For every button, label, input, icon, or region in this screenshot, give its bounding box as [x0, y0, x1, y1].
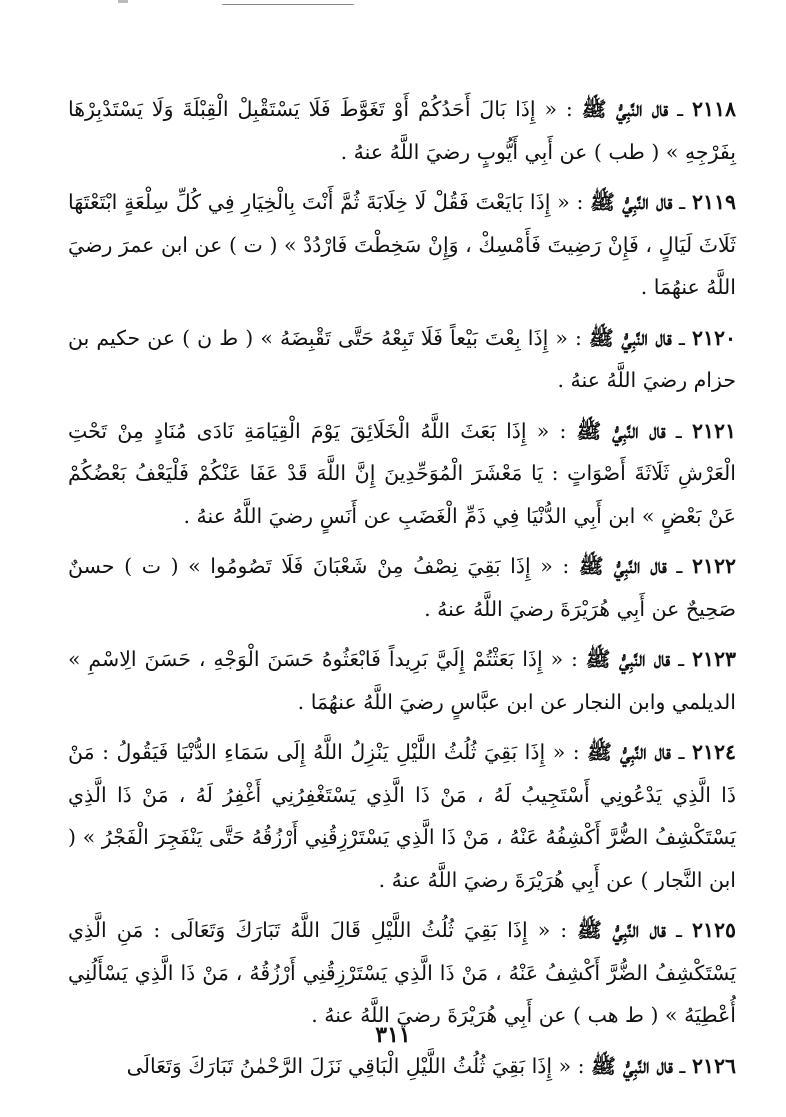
top-rule [222, 4, 354, 5]
hadith-2119: ٢١١٩ ـ قال النَّبِيُّ ﷺ : « إِذَا بَايَعْتَ فَقُلْ لَا خِلَابَةَ ثُمَّ أَنْتَ بِالْخِيَارِ فِي كُلِّ سِلْعَةٍ ابْتَعْتَهَا ثَلَاثَ لَيَالٍ ، فَإِنْ رَضِيتَ فَأَمْسِكْ ، وَإِنْ سَخِطْتَ فَارْدُدْ » ( ت ) عن ابن عمرَ رضيَ اللَّهُ عنهُمَا . [68, 190, 736, 299]
hadith-text: : « إِذَا بَايَعْتَ فَقُلْ لَا خِلَابَةَ ثُمَّ أَنْتَ بِالْخِيَارِ فِي كُلِّ سِلْعَةٍ ابْتَعْتَهَا ثَلَاثَ لَيَالٍ ، فَإِنْ رَضِيتَ فَأَمْسِكْ ، وَإِنْ سَخِطْتَ فَارْدُدْ » ( ت ) عن ابن عمرَ رضيَ اللَّهُ عنهُمَا . [68, 190, 736, 299]
hadith-attribution: قال النَّبِيُّ ﷺ [585, 647, 671, 671]
hadith-text: : « إِذَا بِعْتَ بَيْعاً فَلَا تَبِعْهُ حَتَّى تَقْبِضَهُ » ( ط ن ) عن حكيم بن حزام رضيَ اللَّهُ عنهُ . [68, 325, 736, 392]
hadith-text: : « إِذَا بَقِيَ ثُلُثُ اللَّيْلِ قَالَ اللَّهُ تَبَارَكَ وَتَعَالَى : مَنِ الَّذِي يَسْتَكْشِفُ الضُّرَّ أَكْشِفُ عَنْهُ ، مَنْ ذَا الَّذِي يَسْتَرْزِقُنِي أَرْزُقُهُ ، مَنْ ذَا الَّذِي يَسْأَلُنِي أُعْطِيَهُ » ( ط هب ) عن أَبِي هُرَيْرَةَ رضيَ اللَّهُ عنهُ . [68, 918, 736, 1027]
top-edge-mark [118, 0, 128, 3]
hadith-2126: ٢١٢٦ ـ قال النَّبِيُّ ﷺ : « إِذَا بَقِيَ ثُلُثُ اللَّيْلِ الْبَاقِي نَزَلَ الرَّحْمٰنُ تَبَارَكَ وَتَعَالَى [126, 1053, 736, 1078]
hadith-attribution: قال النَّبِيُّ ﷺ [577, 918, 666, 942]
hadith-text: : « إِذَا بَقِيَ نِصْفُ مِنْ شَعْبَانَ فَلَا تَصُومُوا » ( ت ) حسنٌ صَحِيحٌ عن أَبِي هُرَيْرَةَ رضيَ اللَّهُ عنهُ . [68, 554, 736, 621]
hadith-number: ٢١٢٤ [691, 740, 736, 764]
page-body [68, 88, 736, 1095]
hadith-2124: ٢١٢٤ ـ قال النَّبِيُّ ﷺ : « إِذَا بَقِيَ ثُلُثُ اللَّيْلِ يَنْزِلُ اللَّهُ إِلَى سَمَاءِ الدُّنْيَا فَيَقُولُ : مَنْ ذَا الَّذِي يَدْعُونِي أَسْتَجِيبُ لَهُ ، مَنْ ذَا الَّذِي يَسْتَغْفِرُنِي أَغْفِرُ لَهُ ، مَنْ ذَا الَّذِي يَسْتَكْشِفُ الضُّرَّ أَكْشِفُهُ عَنْهُ ، مَنْ ذَا الَّذِي يَسْتَرْزِقُنِي أَرْزُقُهُ حَتَّى يَنْفَجِرَ الْفَجْرُ » ( ابن النَّجار ) عن أَبِي هُرَيْرَةَ رضيَ اللَّهُ عنهُ . [68, 740, 736, 892]
hadith-2120: ٢١٢٠ ـ قال النَّبِيُّ ﷺ : « إِذَا بِعْتَ بَيْعاً فَلَا تَبِعْهُ حَتَّى تَقْبِضَهُ » ( ط ن ) عن حكيم بن حزام رضيَ اللَّهُ عنهُ . [68, 325, 736, 392]
hadith-attribution: قال النَّبِيُّ ﷺ [581, 97, 669, 121]
hadith-attribution: قال النَّبِيُّ ﷺ [587, 740, 671, 764]
hadith-text: : « إِذَا بَقِيَ ثُلُثُ اللَّيْلِ الْبَاقِي نَزَلَ الرَّحْمٰنُ تَبَارَكَ وَتَعَالَى [126, 1053, 585, 1078]
hadith-attribution: قال النَّبِيُّ ﷺ [578, 554, 667, 578]
hadith-attribution: قال النَّبِيُّ ﷺ [588, 325, 672, 350]
hadith-number: ٢١٢١ [691, 418, 736, 443]
hadith-attribution: قال النَّبِيُّ ﷺ [590, 190, 673, 214]
hadith-number: ٢١٢٠ [691, 325, 736, 350]
hadith-number: ٢١٢٢ [691, 554, 736, 578]
page-number: ٣١١ [375, 1022, 411, 1048]
hadith-number: ٢١١٨ [691, 97, 736, 121]
hadith-text: : « إِذَا بَعَثَ اللَّهُ الْخَلَائِقَ يَوْمَ الْقِيَامَةِ نَادَى مُنَادٍ مِنْ تَحْتِ الْعَرْشِ ثَلَاثَةَ أَصْوَاتٍ : يَا مَعْشَرَ الْمُوَحِّدِينَ إِنَّ اللَّهَ قَدْ عَفَا عَنْكُمْ فَلْيَعْفُ بَعْضُكُمْ عَنْ بَعْضٍ » ابن أَبِي الدُّنْيَا فِي ذَمِّ الْغَضَبِ عن أَنَسٍ رضيَ اللَّهُ عنهُ . [68, 418, 736, 528]
hadith-2123: ٢١٢٣ ـ قال النَّبِيُّ ﷺ : « إِذَا بَعَثْتُمْ إِلَيَّ بَرِيداً فَابْعَثُوهُ حَسَنَ الْوَجْهِ ، حَسَنَ الِاسْمِ » الديلمي وابن النجار عن ابن عبَّاسٍ رضيَ اللَّهُ عنهُمَا . [68, 647, 736, 714]
hadith-number: ٢١٢٣ [691, 647, 736, 671]
hadith-2122: ٢١٢٢ ـ قال النَّبِيُّ ﷺ : « إِذَا بَقِيَ نِصْفُ مِنْ شَعْبَانَ فَلَا تَصُومُوا » ( ت ) حسنٌ صَحِيحٌ عن أَبِي هُرَيْرَةَ رضيَ اللَّهُ عنهُ . [68, 554, 736, 621]
hadith-attribution: قال النَّبِيُّ ﷺ [591, 1053, 673, 1078]
hadith-attribution: قال النَّبِيُّ ﷺ [576, 418, 666, 443]
hadith-number: ٢١٢٥ [691, 918, 736, 942]
hadith-number: ٢١١٩ [691, 190, 736, 214]
hadith-2125: ٢١٢٥ ـ قال النَّبِيُّ ﷺ : « إِذَا بَقِيَ ثُلُثُ اللَّيْلِ قَالَ اللَّهُ تَبَارَكَ وَتَعَالَى : مَنِ الَّذِي يَسْتَكْشِفُ الضُّرَّ أَكْشِفُ عَنْهُ ، مَنْ ذَا الَّذِي يَسْتَرْزِقُنِي أَرْزُقُهُ ، مَنْ ذَا الَّذِي يَسْأَلُنِي أُعْطِيَهُ » ( ط هب ) عن أَبِي هُرَيْرَةَ رضيَ اللَّهُ عنهُ . [68, 918, 736, 1027]
hadith-number: ٢١٢٦ [691, 1053, 736, 1078]
hadith-2121: ٢١٢١ ـ قال النَّبِيُّ ﷺ : « إِذَا بَعَثَ اللَّهُ الْخَلَائِقَ يَوْمَ الْقِيَامَةِ نَادَى مُنَادٍ مِنْ تَحْتِ الْعَرْشِ ثَلَاثَةَ أَصْوَاتٍ : يَا مَعْشَرَ الْمُوَحِّدِينَ إِنَّ اللَّهَ قَدْ عَفَا عَنْكُمْ فَلْيَعْفُ بَعْضُكُمْ عَنْ بَعْضٍ » ابن أَبِي الدُّنْيَا فِي ذَمِّ الْغَضَبِ عن أَنَسٍ رضيَ اللَّهُ عنهُ . [68, 418, 736, 528]
hadith-text: : « إِذَا بَالَ أَحَدُكُمْ أَوْ تَغَوَّطَ فَلَا يَسْتَقْبِلْ الْقِبْلَةَ وَلَا يَسْتَدْبِرْهَا بِفَرْجِهِ » ( طب ) عن أَبِي أَيُّوبٍ رضيَ اللَّهُ عنهُ . [68, 97, 736, 164]
hadith-text: : « إِذَا بَعَثْتُمْ إِلَيَّ بَرِيداً فَابْعَثُوهُ حَسَنَ الْوَجْهِ ، حَسَنَ الِاسْمِ » الديلمي وابن النجار عن ابن عبَّاسٍ رضيَ اللَّهُ عنهُمَا . [68, 647, 736, 714]
hadith-2118: ٢١١٨ ـ قال النَّبِيُّ ﷺ : « إِذَا بَالَ أَحَدُكُمْ أَوْ تَغَوَّطَ فَلَا يَسْتَقْبِلْ الْقِبْلَةَ وَلَا يَسْتَدْبِرْهَا بِفَرْجِهِ » ( طب ) عن أَبِي أَيُّوبٍ رضيَ اللَّهُ عنهُ . [68, 97, 736, 164]
hadith-text: : « إِذَا بَقِيَ ثُلُثُ اللَّيْلِ يَنْزِلُ اللَّهُ إِلَى سَمَاءِ الدُّنْيَا فَيَقُولُ : مَنْ ذَا الَّذِي يَدْعُونِي أَسْتَجِيبُ لَهُ ، مَنْ ذَا الَّذِي يَسْتَغْفِرُنِي أَغْفِرُ لَهُ ، مَنْ ذَا الَّذِي يَسْتَكْشِفُ الضُّرَّ أَكْشِفُهُ عَنْهُ ، مَنْ ذَا الَّذِي يَسْتَرْزِقُنِي أَرْزُقُهُ حَتَّى يَنْفَجِرَ الْفَجْرُ » ( ابن النَّجار ) عن أَبِي هُرَيْرَةَ رضيَ اللَّهُ عنهُ . [68, 740, 736, 892]
